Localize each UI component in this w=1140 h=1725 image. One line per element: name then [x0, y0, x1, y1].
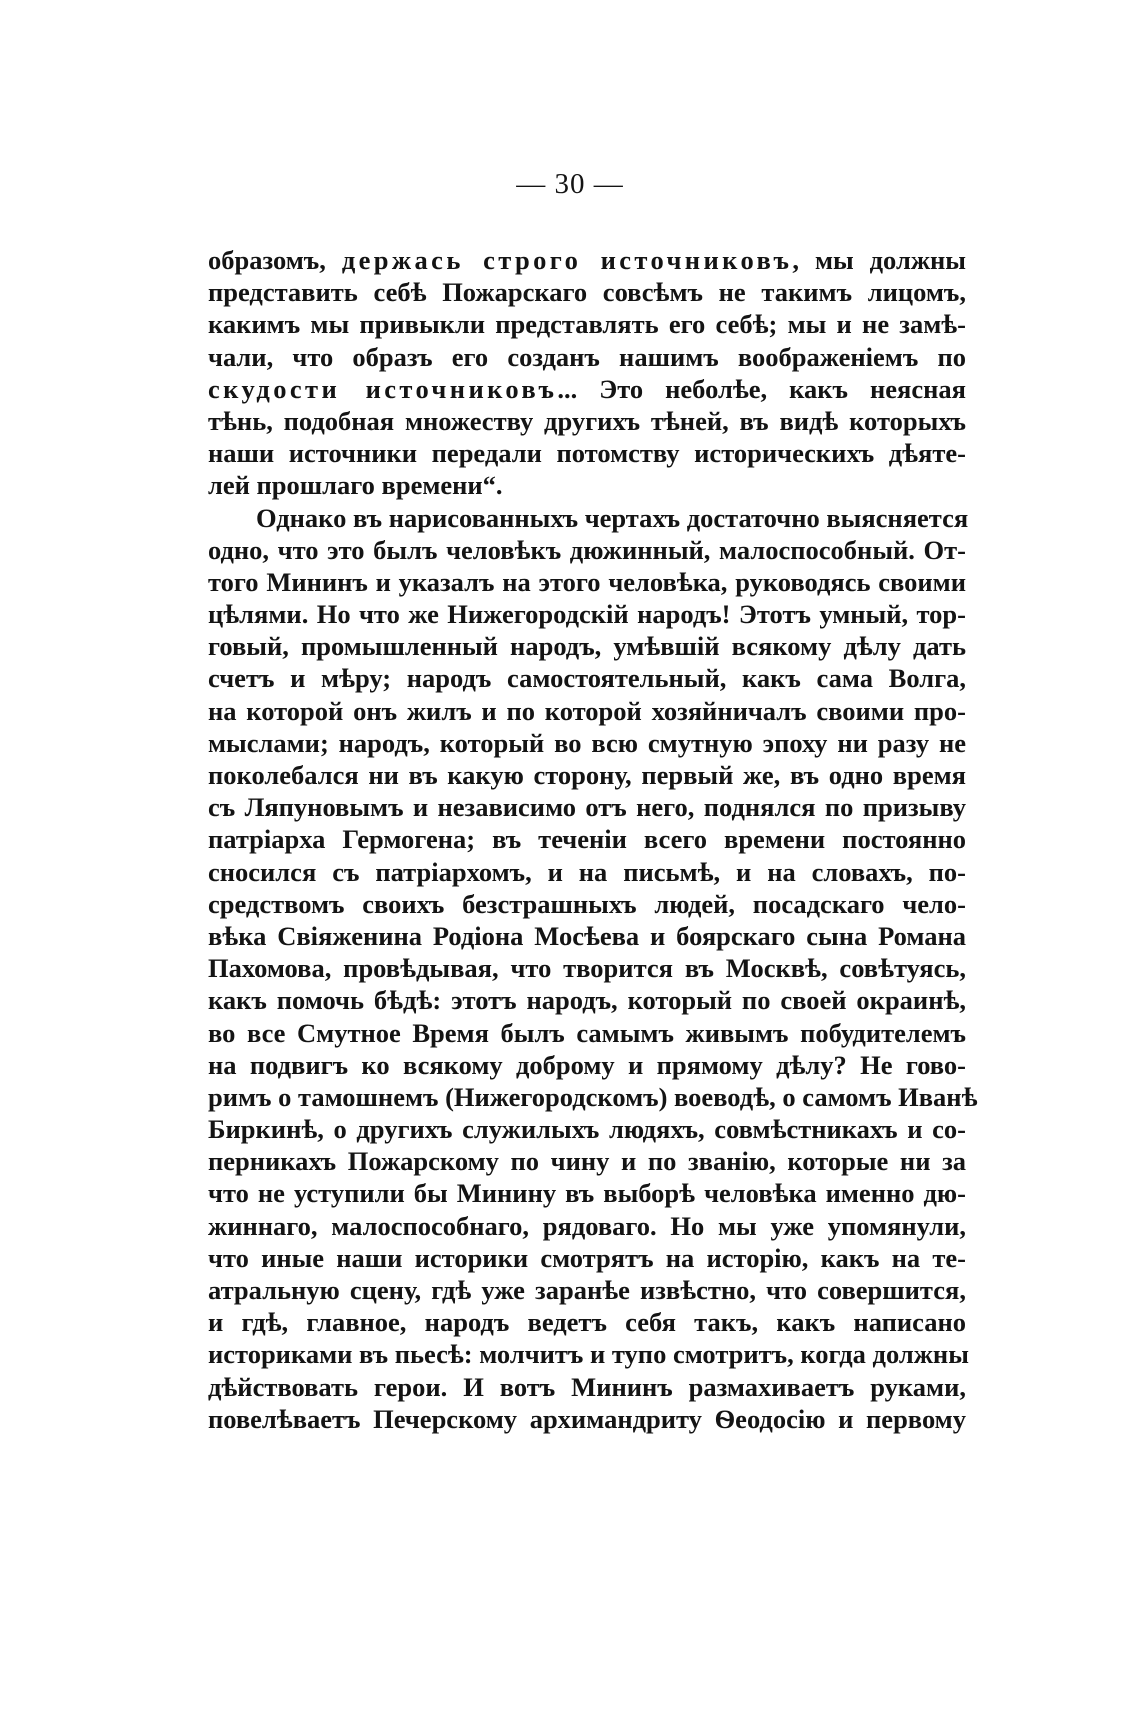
text-line: лей прошлаго времени“. — [208, 470, 503, 501]
text-line: скудости источниковъ... Это неболѣе, какъ неясная — [208, 373, 967, 404]
text-line: вѣка Свіяженина Родіона Мосѣева и боярскаго сына Романа — [208, 920, 966, 951]
text-line: жиннаго, малоспособнаго, рядоваго. Но мы уже упомянули, — [208, 1210, 966, 1241]
text-line: съ Ляпуновымъ и независимо отъ него, поднялся по призыву — [208, 792, 966, 823]
text-line: поколебался ни въ какую сторону, первый же, въ одно время — [208, 760, 966, 790]
paragraph-1 — [208, 244, 966, 502]
text-line: образомъ, держась строго источниковъ, мы должны — [208, 245, 966, 275]
text-line: римъ о тамошнемъ (Нижегородскомъ) воеводѣ, о самомъ Иванѣ — [208, 1081, 978, 1112]
page-number: — 30 — — [516, 168, 624, 200]
text-line: сносился съ патріархомъ, и на письмѣ, и на словахъ, по- — [208, 856, 966, 887]
text-line: того Мининъ и указалъ на этого человѣка, руководясь своими — [208, 566, 966, 597]
text-line: на которой онъ жилъ и по которой хозяйничалъ своими про- — [208, 695, 966, 726]
text-line: и гдѣ, главное, народъ ведетъ себя такъ, какъ написано — [208, 1307, 966, 1338]
text-line: повелѣваетъ Печерскому архимандриту Ѳеодосію и первому — [208, 1403, 966, 1434]
text-line: во все Смутное Время былъ самымъ живымъ побудителемъ — [208, 1017, 966, 1048]
text-line: счетъ и мѣру; народъ самостоятельный, какъ сама Волга, — [208, 663, 966, 694]
text-line: средствомъ своихъ безстрашныхъ людей, посадскаго чело- — [208, 888, 966, 919]
text-line: на подвигъ ко всякому доброму и прямому дѣлу? Не гово- — [208, 1049, 966, 1080]
text-line: Пахомова, провѣдывая, что творится въ Москвѣ, совѣтуясь, — [208, 953, 966, 984]
text-line: историками въ пьесѣ: молчитъ и тупо смотритъ, когда должны — [208, 1339, 969, 1370]
text-line: тѣнь, подобная множеству другихъ тѣней, въ видѣ которыхъ — [208, 405, 966, 436]
text-line: что не уступили бы Минину въ выборѣ человѣка именно дю- — [208, 1178, 966, 1209]
text-line: мыслами; народъ, который во всю смутную эпоху ни разу не — [208, 727, 966, 758]
text-line: одно, что это былъ человѣкъ дюжинный, малоспособный. От- — [208, 534, 966, 565]
emphasized-text: скудости источниковъ — [208, 373, 558, 404]
text-line: что иные наши историки смотрятъ на исторію, какъ на те- — [208, 1242, 966, 1273]
text-line: наши источники передали потомству историческихъ дѣяте- — [208, 438, 966, 469]
body-text — [208, 244, 978, 1435]
text-line: какимъ мы привыкли представлять его себѣ; мы и не замѣ- — [208, 309, 966, 340]
text-line: перникахъ Пожарскому по чину и по званію, которые ни за — [208, 1146, 966, 1177]
text-line: Биркинѣ, о другихъ служилыхъ людяхъ, совмѣстникахъ и со- — [208, 1114, 966, 1145]
text-line: Однако въ нарисованныхъ чертахъ достаточно выясняется — [256, 502, 969, 533]
text-line: цѣлями. Но что же Нижегородскій народъ! Этотъ умный, тор- — [208, 599, 966, 630]
paragraph-2 — [208, 502, 978, 1435]
text-line: дѣйствовать герои. И вотъ Мининъ размахиваетъ руками, — [208, 1371, 966, 1402]
text-line: говый, промышленный народъ, умѣвшій всякому дѣлу дать — [208, 631, 966, 662]
text-line: чали, что образъ его созданъ нашимъ воображеніемъ по — [208, 341, 966, 372]
emphasized-text: держась строго источниковъ — [341, 245, 793, 275]
text-line: патріарха Гермогена; въ теченіи всего времени постоянно — [208, 824, 966, 855]
text-line: атральную сцену, гдѣ уже заранѣе извѣстно, что совершится, — [208, 1275, 966, 1305]
text-line: какъ помочь бѣдѣ: этотъ народъ, который по своей окраинѣ, — [208, 985, 966, 1016]
text-line: представить себѣ Пожарскаго совсѣмъ не такимъ лицомъ, — [208, 277, 966, 308]
